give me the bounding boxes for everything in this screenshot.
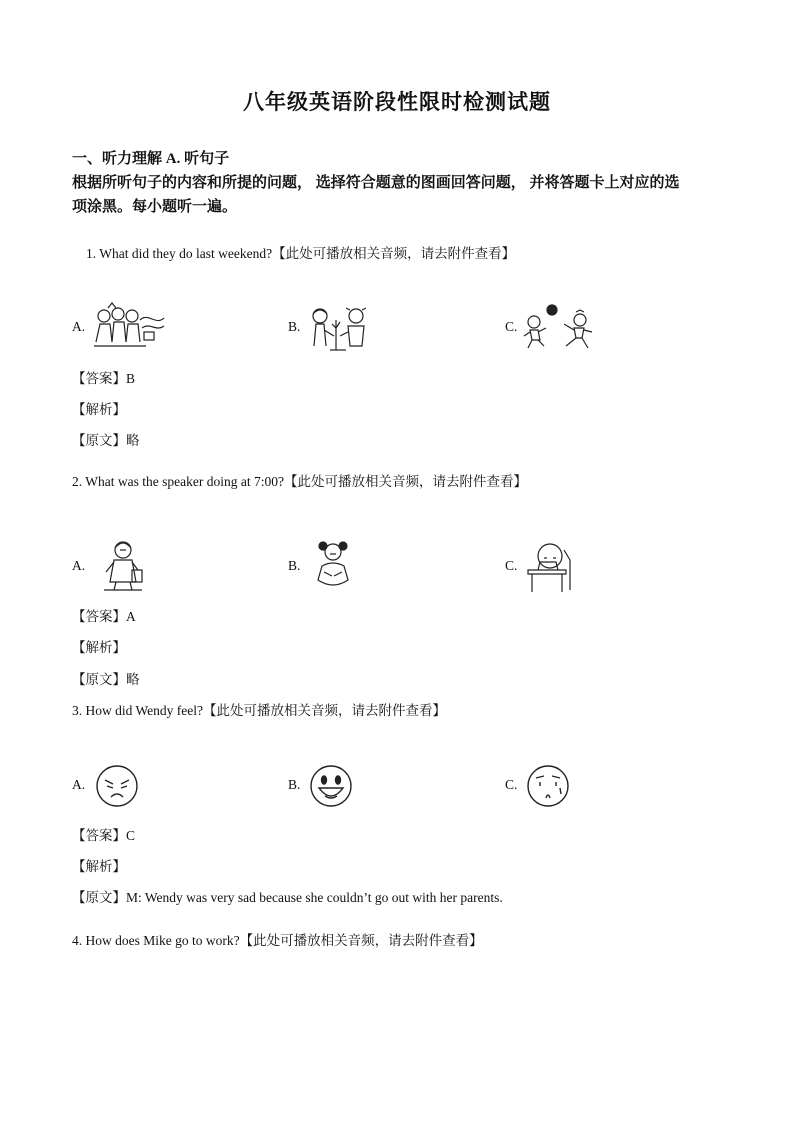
q2-option-c-label: C. bbox=[505, 558, 518, 573]
q1-original-text: 【原文】略 bbox=[72, 433, 140, 448]
q2-option-b-girl-sitting-picture bbox=[312, 538, 354, 592]
q3-option-a-label: A. bbox=[72, 777, 86, 792]
q3-option-b-label: B. bbox=[288, 777, 301, 792]
q2-option-c-sleeping-at-desk-picture bbox=[526, 540, 572, 594]
q1-option-c-label: C. bbox=[505, 319, 518, 334]
q1-option-b-planting-tree-picture bbox=[306, 306, 372, 352]
q3-original-text: 【原文】M: Wendy was very sad because she couldn’t go out with her parents. bbox=[72, 890, 503, 905]
question-1-text: 1. What did they do last weekend?【此处可播放相关音频，请去附件查看】 bbox=[86, 246, 516, 261]
question-2-text: 2. What was the speaker doing at 7:00?【此处可播放相关音频，请去附件查看】 bbox=[72, 474, 527, 489]
q2-option-a-label: A. bbox=[72, 558, 86, 573]
instruction-line-1: 根据所听句子的内容和所提的问题， 选择符合题意的图画回答问题， 并将答题卡上对应的选 bbox=[72, 175, 680, 191]
q3-answer: 【答案】C bbox=[72, 828, 136, 843]
q1-analysis: 【解析】 bbox=[72, 402, 126, 417]
q3-analysis: 【解析】 bbox=[72, 859, 126, 874]
q1-option-c-playing-football-picture bbox=[522, 302, 594, 352]
q2-option-a-girl-with-bag-picture bbox=[102, 538, 144, 592]
section-heading: 一、听力理解 A. 听句子 bbox=[72, 151, 230, 167]
instruction-line-2: 项涂黑。每小题听一遍。 bbox=[72, 199, 238, 215]
q1-answer: 【答案】B bbox=[72, 371, 136, 386]
q3-option-c-label: C. bbox=[505, 777, 518, 792]
page-title: 八年级英语阶段性限时检测试题 bbox=[243, 90, 551, 114]
q1-option-b-label: B. bbox=[288, 319, 301, 334]
q2-analysis: 【解析】 bbox=[72, 640, 126, 655]
q2-original-text: 【原文】略 bbox=[72, 672, 140, 687]
question-3-text: 3. How did Wendy feel?【此处可播放相关音频，请去附件查看】 bbox=[72, 703, 447, 718]
q2-answer: 【答案】A bbox=[72, 609, 136, 624]
q2-option-b-label: B. bbox=[288, 558, 301, 573]
q3-option-c-sad-face-icon bbox=[526, 764, 570, 808]
q1-option-a-kids-parade-picture bbox=[90, 302, 166, 348]
q1-option-a-label: A. bbox=[72, 319, 86, 334]
q3-option-a-angry-face-icon bbox=[95, 764, 139, 808]
question-4-text: 4. How does Mike go to work?【此处可播放相关音频，请去附件查看】 bbox=[72, 933, 483, 948]
q3-option-b-happy-face-icon bbox=[309, 764, 353, 808]
